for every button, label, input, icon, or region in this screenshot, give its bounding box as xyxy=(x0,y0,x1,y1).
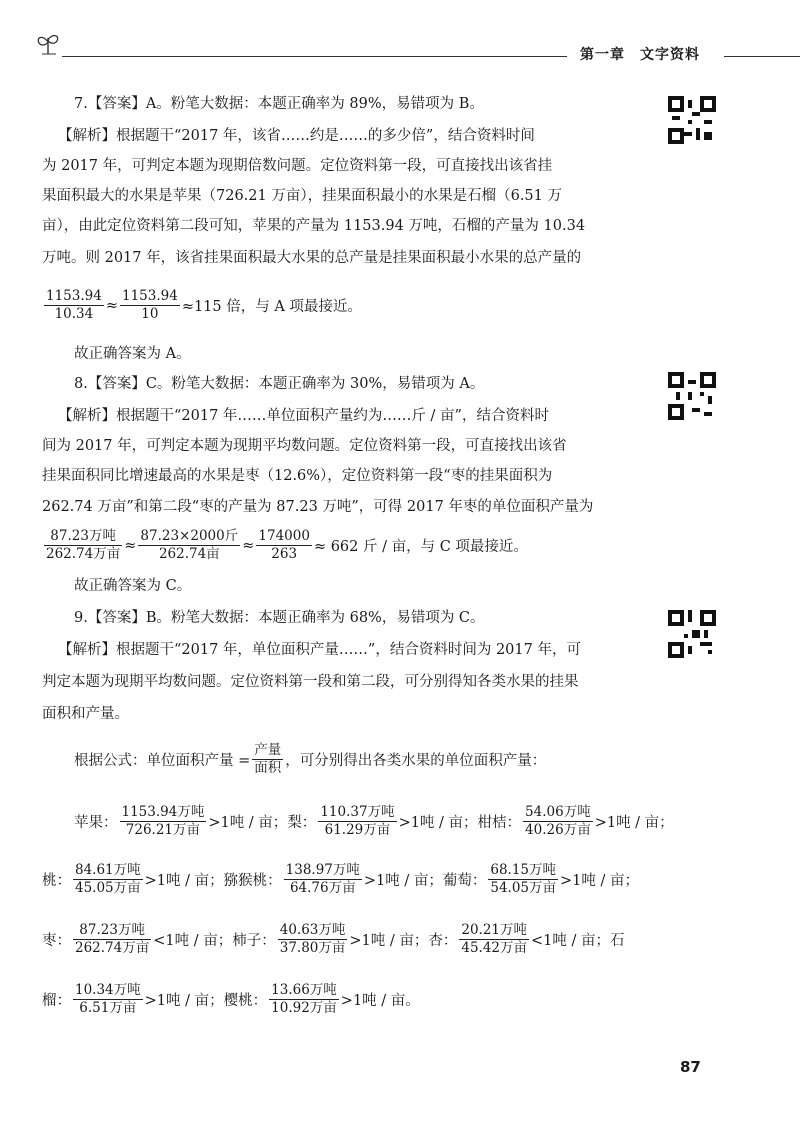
q7-analysis-line: 万吨。则 2017 年，该省挂果面积最大水果的总产量是挂果面积最小水果的总产量的 xyxy=(42,250,582,266)
q9-analysis-line: 面积和产量。 xyxy=(42,706,129,722)
fraction: $\frac{\text{84.61万吨}}{\text{45.05万亩}}$ xyxy=(75,862,141,896)
sprout-logo-icon xyxy=(34,32,62,56)
fraction: $\frac{1153.94}{10}$ xyxy=(121,288,178,322)
fraction: $\frac{1153.94}{10.34}$ xyxy=(46,288,102,322)
fraction: $\frac{\text{87.23万吨}}{\text{262.74万亩}}$ xyxy=(75,922,150,956)
qr-code-icon[interactable] xyxy=(668,372,716,420)
fraction: $\frac{174000}{263}$ xyxy=(258,528,310,562)
fraction: $\frac{\text{110.37万吨}}{\text{61.29万亩}}$ xyxy=(320,804,395,838)
q8-analysis-line: 【解析】根据题干“2017 年……单位面积产量约为……斤 / 亩”，结合资料时 xyxy=(58,408,549,424)
q9-answer: 9.【答案】B。粉笔大数据：本题正确率为 68%，易错项为 C。 xyxy=(74,610,485,626)
q9-formula: 根据公式：单位面积产量 = $\frac{\text{产量}}{\text{面积}}$ ，可分别得出各类水果的单位面积产量： xyxy=(74,742,547,776)
q7-analysis-line: 【解析】根据题干“2017 年，该省……约是……的多少倍”，结合资料时间 xyxy=(58,128,535,144)
fruit-row: 苹果： $\frac{\text{1153.94万吨}}{\text{726.21万亩}}$ >1吨 / 亩； 梨： $\frac{\text{110.37万吨}}{\text{61.29万亩}}$ >1吨 / 亩； 柑桔： $\frac{\text{54.06万吨}}{\text{40.26万亩}}$ >1吨 / 亩； xyxy=(74,804,674,838)
fraction: $\frac{\text{20.21万吨}}{\text{45.42万亩}}$ xyxy=(461,922,528,956)
qr-code-icon[interactable] xyxy=(668,96,716,144)
page-number: 87 xyxy=(680,1058,701,1076)
q7-analysis-line: 为 2017 年，可判定本题为现期倍数问题。定位资料第一段，可直接找出该省挂 xyxy=(42,158,553,174)
fruit-row: 枣： $\frac{\text{87.23万吨}}{\text{262.74万亩}}$ <1吨 / 亩； 柿子： $\frac{\text{40.63万吨}}{\text{37.80万亩}}$ >1吨 / 亩； 杏： $\frac{\text{20.21万吨}}{\text{45.42万亩}}$ <1吨 / 亩；石 xyxy=(42,922,625,956)
fraction: $\frac{\text{54.06万吨}}{\text{40.26万亩}}$ xyxy=(525,804,591,838)
fraction: $\frac{\text{138.97万吨}}{\text{64.76万亩}}$ xyxy=(285,862,360,896)
q8-analysis-line: 挂果面积同比增速最高的水果是枣（12.6%），定位资料第一段“枣的挂果面积为 xyxy=(42,468,553,484)
chapter-title: 第一章 文字资料 xyxy=(580,47,700,63)
fruit-row: 榴： $\frac{\text{10.34万吨}}{\text{6.51万亩}}$ >1吨 / 亩； 樱桃： $\frac{\text{13.66万吨}}{\text{10.92万亩}}$ >1吨 / 亩。 xyxy=(42,982,420,1016)
header-rule-right xyxy=(724,56,800,57)
fruit-row: 桃： $\frac{\text{84.61万吨}}{\text{45.05万亩}}$ >1吨 / 亩； 猕猴桃： $\frac{\text{138.97万吨}}{\text{64.76万亩}}$ >1吨 / 亩； 葡萄： $\frac{\text{68.15万吨}}{\text{54.05万亩}}$ >1吨 / 亩； xyxy=(42,862,640,896)
q9-analysis-line: 判定本题为现期平均数问题。定位资料第一段和第二段，可分别得知各类水果的挂果 xyxy=(42,674,579,690)
fraction: $\frac{\text{1153.94万吨}}{\text{726.21万亩}}$ xyxy=(121,804,205,838)
q8-analysis-line: 262.74 万亩”和第二段“枣的产量为 87.23 万吨”，可得 2017 年枣的单位面积产量为 xyxy=(42,499,594,515)
q7-equation: $\frac{1153.94}{10.34}$ ≈ $\frac{1153.94}{10}$ ≈115 倍，与 A 项最接近。 xyxy=(46,288,362,322)
q8-equation: $\frac{\text{87.23万吨}}{\text{262.74万亩}}$ ≈ $\frac{\text{87.23×2000斤}}{\text{262.74亩}}$ ≈ $\frac{174000}{263}$ ≈ 662 斤 / 亩，与 C 项最接近。 xyxy=(46,528,528,562)
fraction: $\frac{\text{产量}}{\text{面积}}$ xyxy=(254,742,282,776)
q8-answer: 8.【答案】C。粉笔大数据：本题正确率为 30%，易错项为 A。 xyxy=(74,376,485,392)
header-rule-left xyxy=(62,56,567,57)
q7-analysis-line: 亩），由此定位资料第二段可知，苹果的产量为 1153.94 万吨，石榴的产量为 10.34 xyxy=(42,218,586,234)
q8-conclusion: 故正确答案为 C。 xyxy=(74,578,192,594)
q8-analysis-line: 间为 2017 年，可判定本题为现期平均数问题。定位资料第一段，可直接找出该省 xyxy=(42,438,567,454)
fraction: $\frac{\text{40.63万吨}}{\text{37.80万亩}}$ xyxy=(279,922,346,956)
fraction: $\frac{\text{68.15万吨}}{\text{54.05万亩}}$ xyxy=(490,862,557,896)
q7-analysis-line: 果面积最大的水果是苹果（726.21 万亩），挂果面积最小的水果是石榴（6.51 万 xyxy=(42,188,562,204)
fraction: $\frac{\text{13.66万吨}}{\text{10.92万亩}}$ xyxy=(271,982,337,1016)
q7-answer: 7.【答案】A。粉笔大数据：本题正确率为 89%，易错项为 B。 xyxy=(74,96,484,112)
qr-code-icon[interactable] xyxy=(668,610,716,658)
fraction: $\frac{\text{87.23×2000斤}}{\text{262.74亩}}$ xyxy=(140,528,239,562)
q9-analysis-line: 【解析】根据题干“2017 年，单位面积产量……”，结合资料时间为 2017 年，可 xyxy=(58,642,581,658)
fraction: $\frac{\text{87.23万吨}}{\text{262.74万亩}}$ xyxy=(46,528,121,562)
fraction: $\frac{\text{10.34万吨}}{\text{6.51万亩}}$ xyxy=(75,982,141,1016)
q7-conclusion: 故正确答案为 A。 xyxy=(74,346,191,362)
